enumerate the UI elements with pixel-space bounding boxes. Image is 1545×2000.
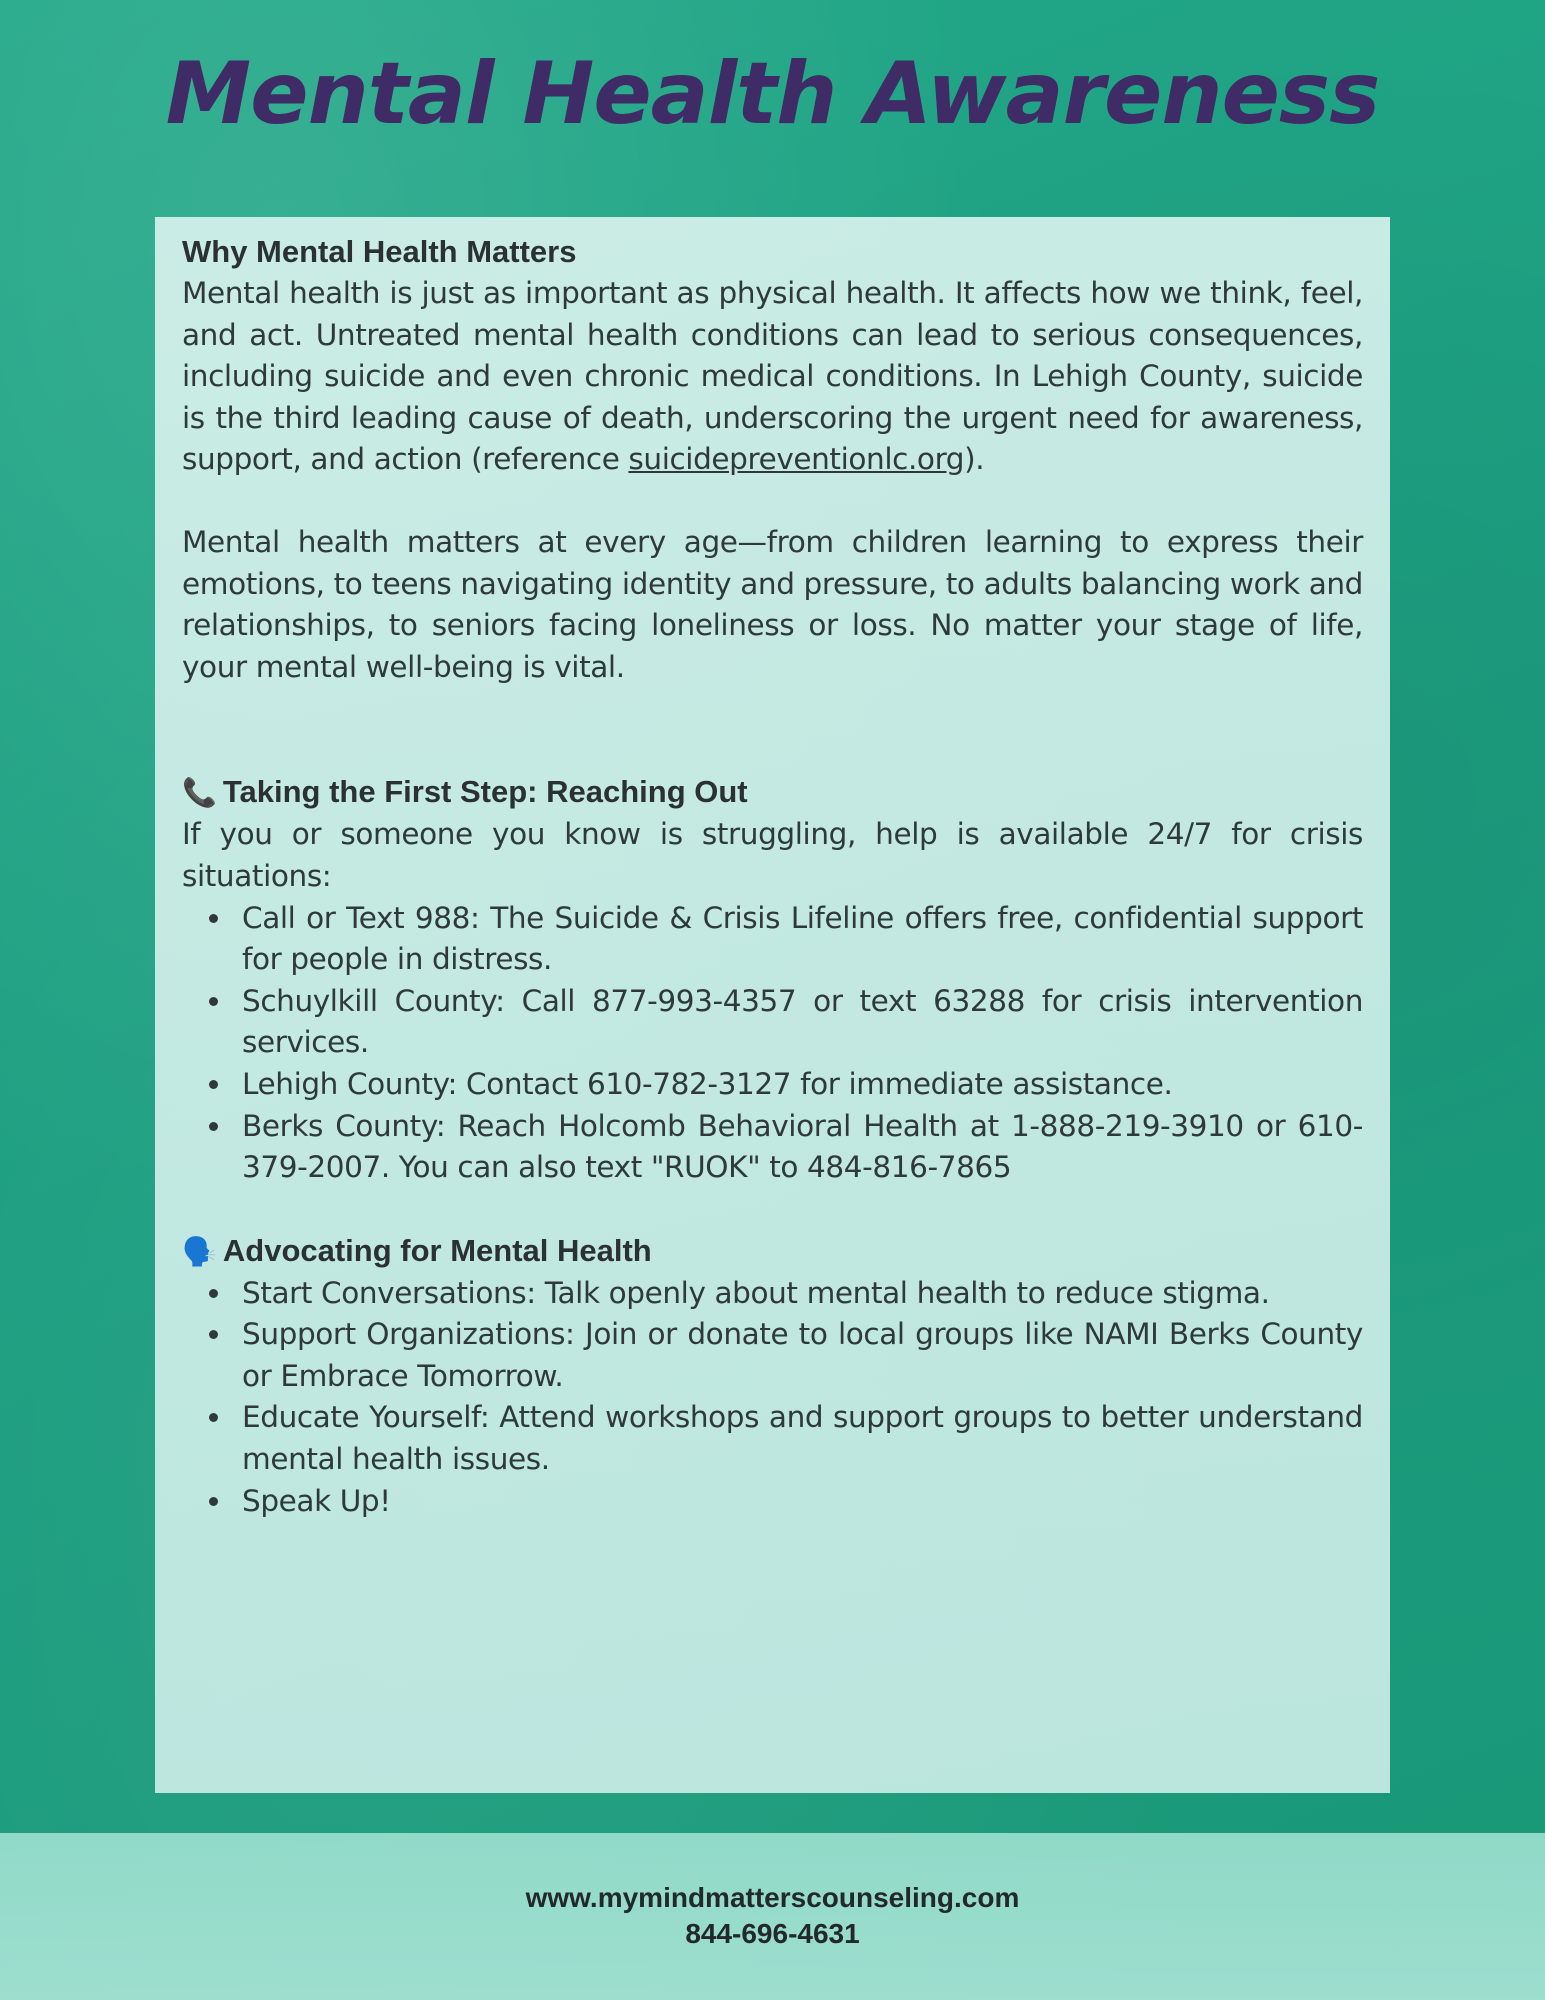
speaking-head-icon: 🗣️ — [182, 1235, 217, 1267]
bullet-icon — [209, 1413, 218, 1422]
list-item — [182, 1273, 1363, 1315]
why-paragraph-1-text: Mental health is just as important as physical health. It affects how we think, feel, and act. Untreated mental health conditions can lead to serious consequences, including suicide and even chronic medical conditions. In Lehigh County, suicide is the third leading cause of death, underscoring the urgent need for awareness, support, and action (reference — [182, 276, 1363, 477]
bullet-icon — [209, 997, 218, 1006]
list-item-text: Lehigh County: Contact 610-782-3127 for immediate assistance. — [242, 1066, 1173, 1101]
list-item-text: Berks County: Reach Holcomb Behavioral Health at 1-888-219-3910 or 610-379-2007. You can also text "RUOK" to 484-816-7865 — [242, 1108, 1363, 1185]
list-item-text: Educate Yourself: Attend workshops and support groups to better understand mental health issues. — [242, 1400, 1363, 1477]
list-item-text: Speak Up! — [242, 1483, 391, 1518]
advocacy-list — [182, 1273, 1363, 1523]
bullet-icon — [209, 1497, 218, 1506]
reaching-out-heading — [182, 771, 1363, 814]
list-item-text: Call or Text 988: The Suicide & Crisis Lifeline offers free, confidential support for people in distress. — [242, 900, 1363, 977]
list-item — [182, 981, 1363, 1064]
list-item — [182, 898, 1363, 981]
why-heading: Why Mental Health Matters — [182, 234, 577, 269]
why-paragraph-1-end: ). — [964, 442, 985, 477]
list-item-text: Support Organizations: Join or donate to local groups like NAMI Berks County or Embrace Tomorrow. — [242, 1317, 1363, 1393]
advocating-heading — [182, 1230, 1363, 1273]
reaching-out-intro: If you or someone you know is struggling, help is available 24/7 for crisis situations: — [182, 817, 1363, 893]
list-item-text: Start Conversations: Talk openly about mental health to reduce stigma. — [242, 1275, 1270, 1310]
footer-phone: 844-696-4631 — [685, 1918, 860, 1949]
bullet-icon — [209, 1122, 218, 1131]
why-paragraph-2: Mental health matters at every age—from children learning to express their emotions, to teens navigating identity and pressure, to adults balancing work and relationships, to seniors facing loneliness or loss. No matter your stage of life, your mental well-being is vital. — [182, 524, 1363, 684]
list-item — [182, 1064, 1363, 1106]
list-item — [182, 1314, 1363, 1397]
content-card — [155, 217, 1390, 1793]
bullet-icon — [209, 1289, 218, 1298]
suicideprevention-link[interactable]: suicidepreventionlc.org — [628, 442, 965, 477]
list-item — [182, 1481, 1363, 1523]
bullet-icon — [209, 914, 218, 923]
list-item-text: Schuylkill County: Call 877-993-4357 or text 63288 for crisis intervention services. — [242, 983, 1363, 1060]
reaching-out-heading-text: Taking the First Step: Reaching Out — [222, 774, 748, 810]
why-paragraph-1 — [182, 273, 1363, 481]
advocating-heading-text: Advocating for Mental Health — [222, 1232, 652, 1268]
telephone-icon: 📞 — [182, 777, 217, 809]
page-title: Mental Health Awareness — [165, 44, 1380, 144]
footer-website-link[interactable]: www.mymindmatterscounseling.com — [525, 1882, 1020, 1913]
bullet-icon — [209, 1330, 218, 1339]
list-item — [182, 1397, 1363, 1480]
list-item — [182, 1106, 1363, 1189]
crisis-resources-list — [182, 898, 1363, 1189]
bullet-icon — [209, 1080, 218, 1089]
